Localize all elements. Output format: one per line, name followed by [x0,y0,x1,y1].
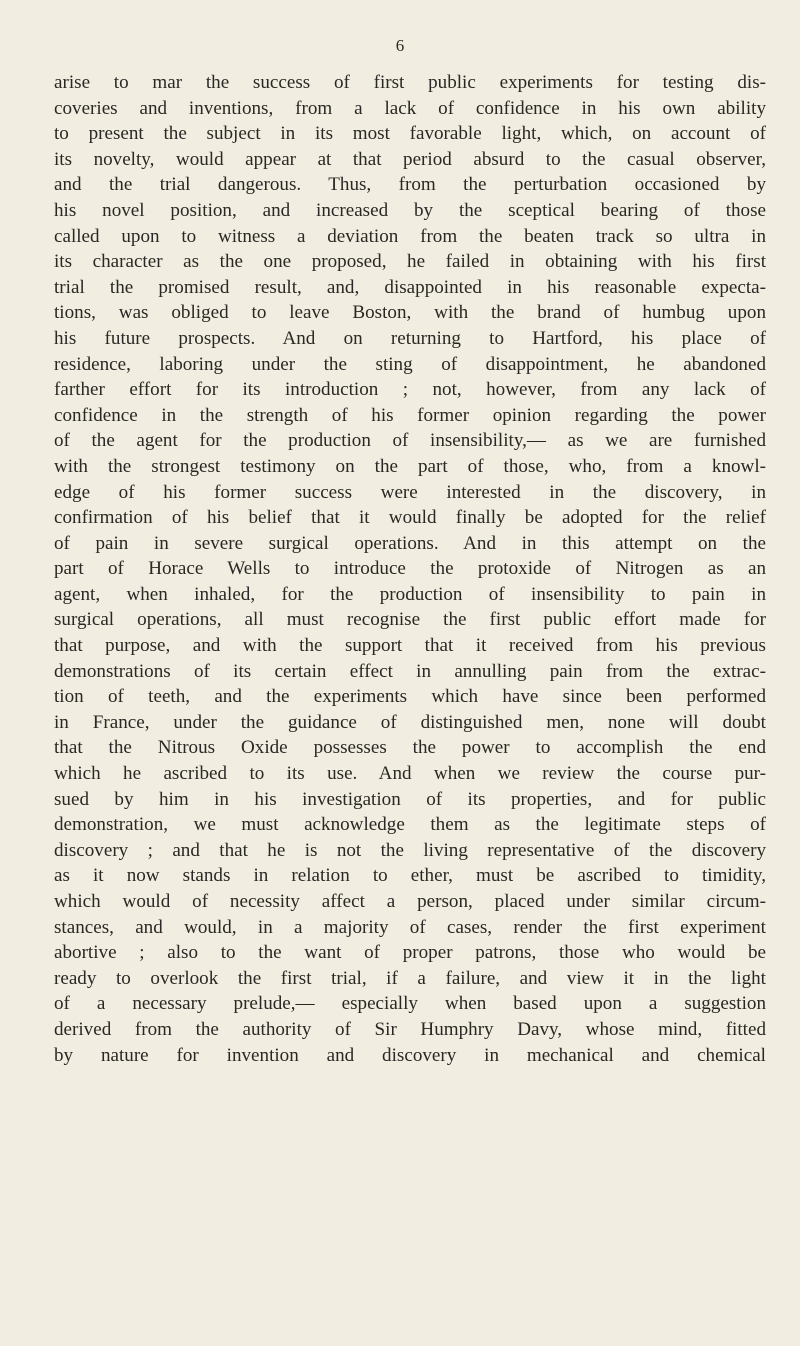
text-line: part of Horace Wells to introduce the protoxide of Nitrogen as an [54,558,766,580]
text-line: surgical operations, all must recognise the first public effort made for [54,609,766,631]
text-line: its novelty, would appear at that period absurd to the casual observer, [54,148,766,170]
text-line: demonstrations of its certain effect in annulling pain from the extrac- [54,660,766,682]
text-line: tions, was obliged to leave Boston, with the brand of humbug upon [54,302,766,324]
text-line: as it now stands in relation to ether, must be ascribed to timidity, [54,865,766,887]
text-line: discovery ; and that he is not the living representative of the discovery [54,839,766,861]
text-line: of pain in severe surgical operations. And in this attempt on the [54,532,766,554]
text-line: ready to overlook the first trial, if a failure, and view it in the light [54,967,766,989]
text-line: his future prospects. And on returning to Hartford, his place of [54,327,766,349]
text-line: to present the subject in its most favorable light, which, on account of [54,123,766,145]
text-line: edge of his former success were interested in the discovery, in [54,481,766,503]
text-line: farther effort for its introduction ; not, however, from any lack of [54,379,766,401]
text-line: that the Nitrous Oxide possesses the power to accomplish the end [54,737,766,759]
text-line: residence, laboring under the sting of disappointment, he abandoned [54,353,766,375]
text-line: with the strongest testimony on the part of those, who, from a knowl- [54,455,766,477]
text-line: arise to mar the success of first public experiments for testing dis- [54,72,766,93]
text-line: that purpose, and with the support that it received from his previous [54,635,766,657]
text-line: in France, under the guidance of distinguished men, none will doubt [54,711,766,733]
text-line: trial the promised result, and, disappointed in his reasonable expecta- [54,276,766,298]
text-line: called upon to witness a deviation from the beaten track so ultra in [54,225,766,247]
text-line: which he ascribed to its use. And when we review the course pur- [54,763,766,785]
text-line: his novel position, and increased by the sceptical bearing of those [54,199,766,221]
text-line: sued by him in his investigation of its properties, and for public [54,788,766,810]
text-line: its character as the one proposed, he failed in obtaining with his first [54,251,766,273]
text-line: confidence in the strength of his former opinion regarding the power [54,404,766,426]
text-line: demonstration, we must acknowledge them as the legitimate steps of [54,814,766,836]
text-line: agent, when inhaled, for the production of insensibility to pain in [54,583,766,605]
text-line: which would of necessity affect a person, placed under similar circum- [54,891,766,912]
body-text [54,70,766,1068]
text-line: tion of teeth, and the experiments which have since been performed [54,686,766,708]
text-line: of the agent for the production of insensibility,— as we are furnished [54,430,766,452]
page-number: 6 [395,36,405,55]
text-line: stances, and would, in a majority of cases, render the first experiment [54,916,766,938]
text-line: by nature for invention and discovery in mechanical and chemical [54,1044,766,1066]
text-line: abortive ; also to the want of proper patrons, those who would be [54,942,766,964]
text-line: derived from the authority of Sir Humphry Davy, whose mind, fitted [54,1018,766,1040]
text-line: and the trial dangerous. Thus, from the perturbation occasioned by [54,174,766,196]
text-line: confirmation of his belief that it would finally be adopted for the relief [54,507,766,529]
text-line: of a necessary prelude,— especially when based upon a suggestion [54,993,766,1015]
text-line: coveries and inventions, from a lack of confidence in his own ability [54,97,766,119]
